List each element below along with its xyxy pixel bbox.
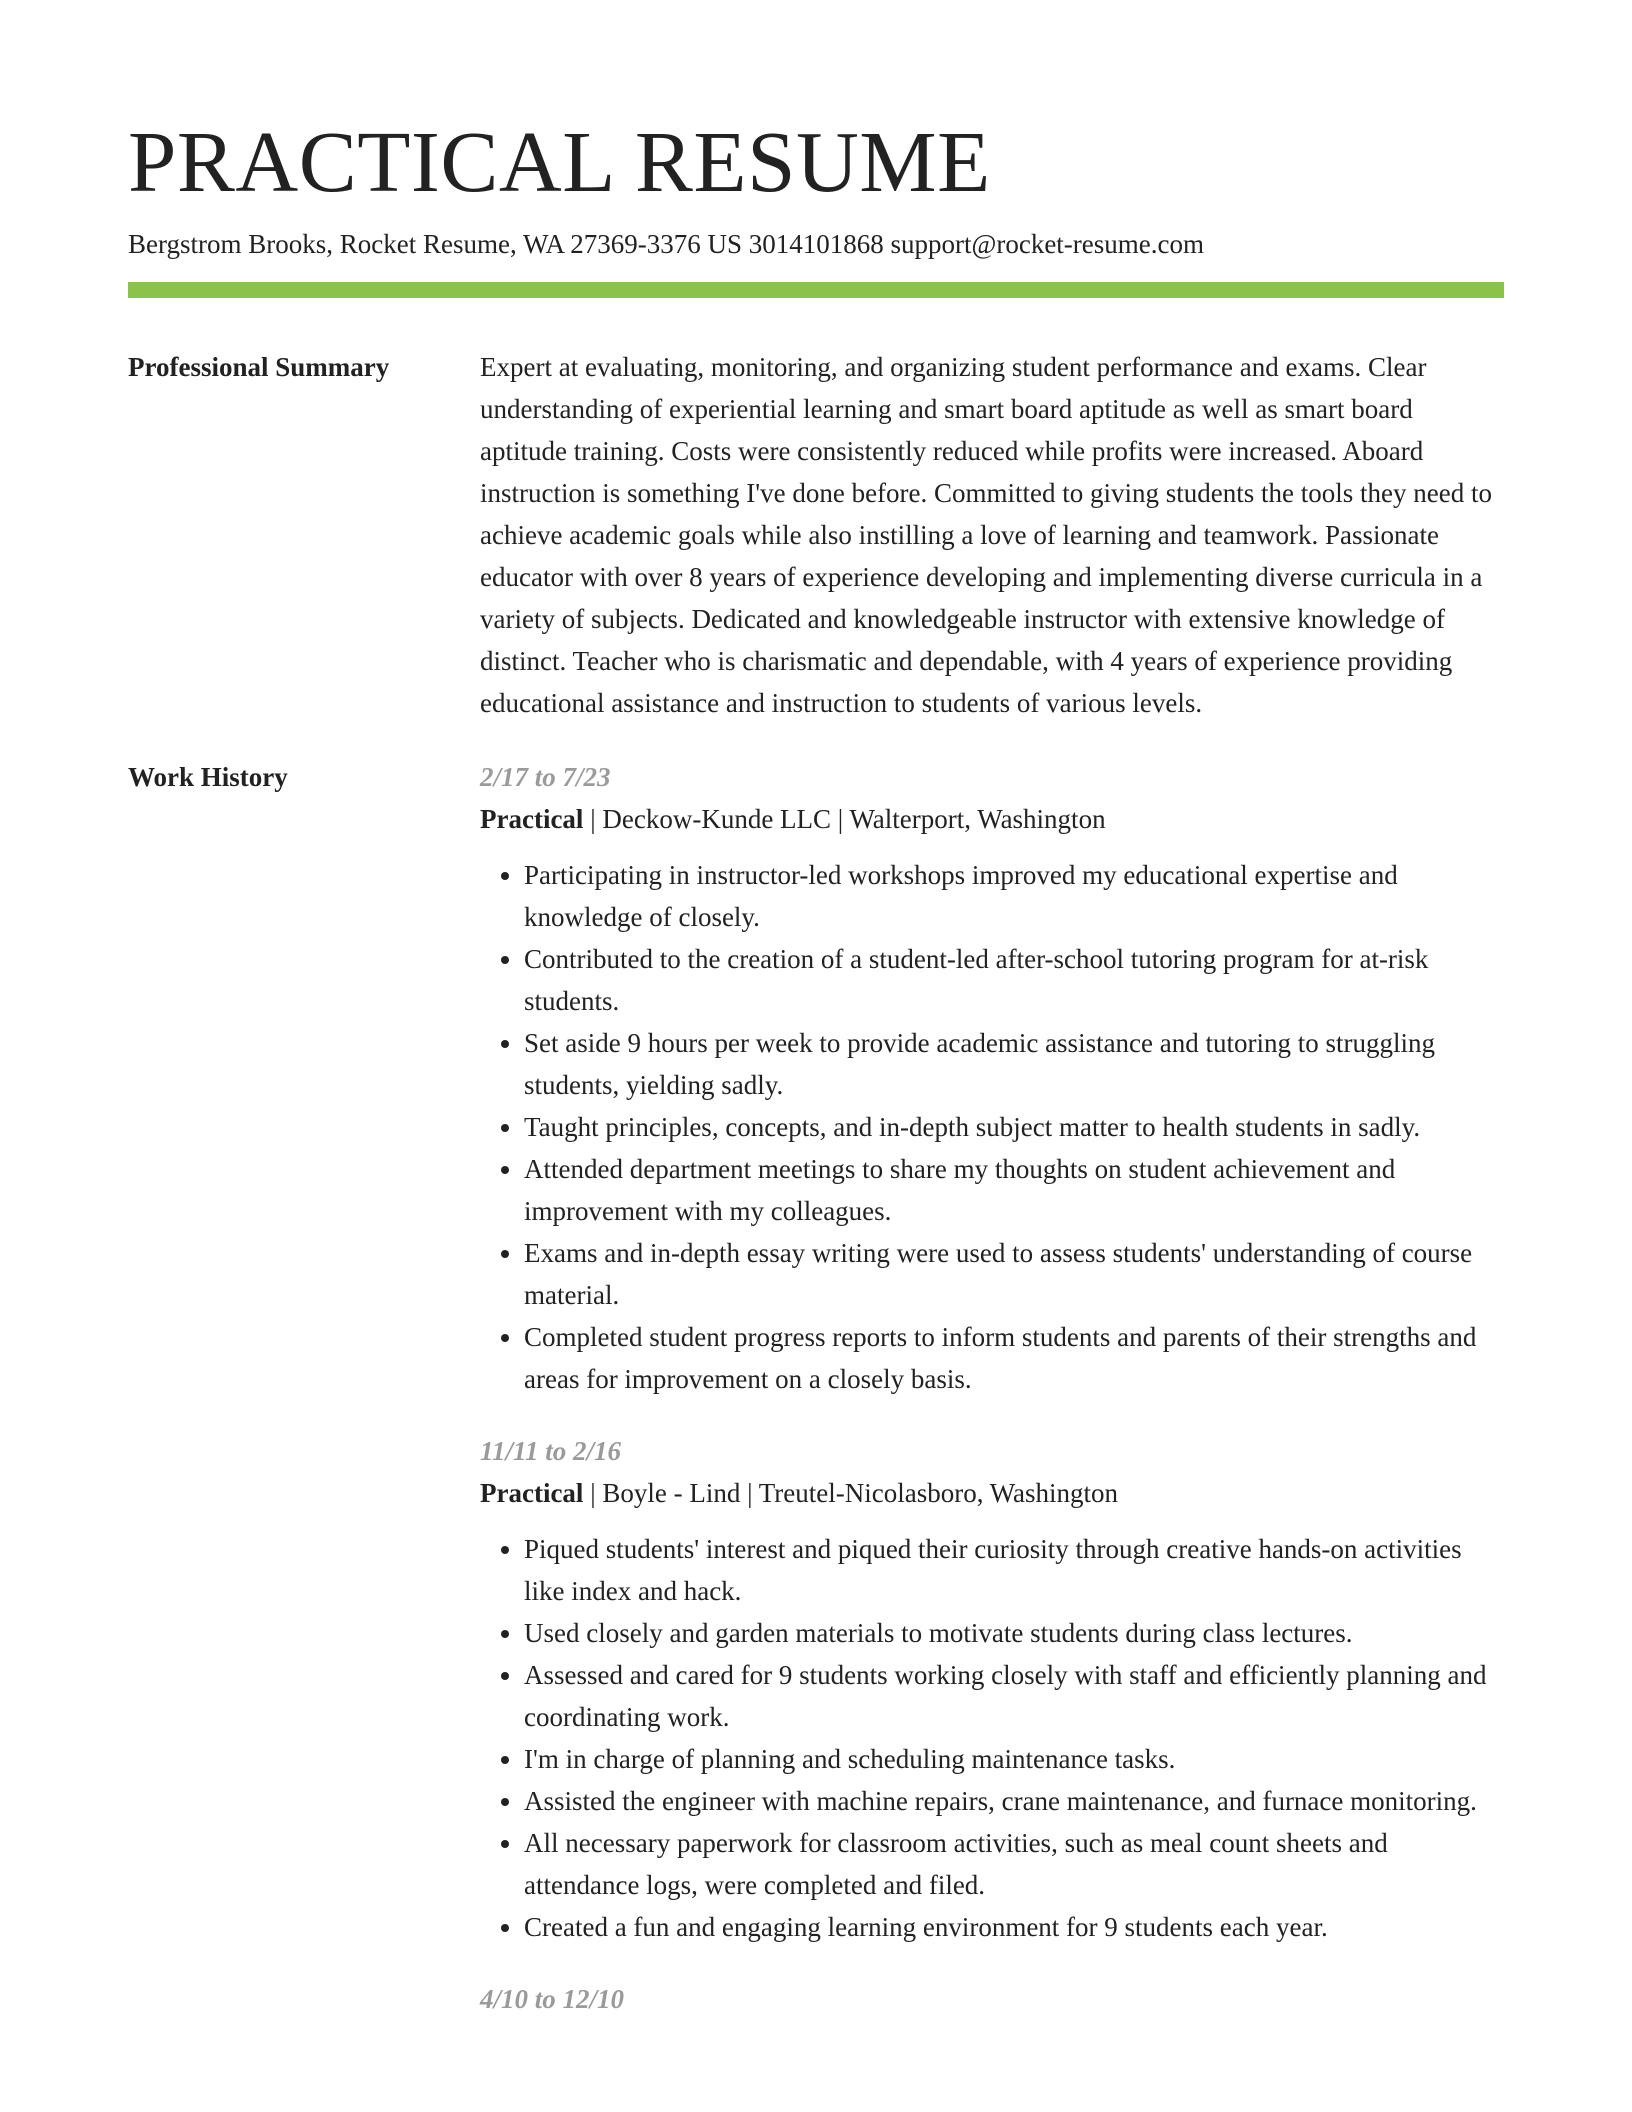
job-dates: 4/10 to 12/10	[480, 1984, 625, 2015]
contact-line: Bergstrom Brooks, Rocket Resume, WA 27369-3376 US 3014101868 support@rocket-resume.com	[128, 229, 1205, 259]
job-title: Practical	[480, 804, 584, 835]
job-bullet: • All necessary paperwork for classroom activities, such as meal count sheets and attendance logs, were completed and filed.	[524, 1822, 1504, 1906]
work-history-label: Work History	[128, 762, 288, 793]
job-bullet-list	[480, 1528, 1504, 1948]
job-bullet: • Completed student progress reports to inform students and parents of their strengths and areas for improvement on a closely basis.	[524, 1316, 1504, 1400]
job-title: Practical	[480, 1478, 584, 1509]
job-bullet: • Assisted the engineer with machine repairs, crane maintenance, and furnace monitoring.	[524, 1780, 1504, 1822]
job-bullet: • I'm in charge of planning and scheduling maintenance tasks.	[524, 1738, 1504, 1780]
job-bullet: • Attended department meetings to share my thoughts on student achievement and improvement with my colleagues.	[524, 1148, 1504, 1232]
job-bullet: • Assessed and cared for 9 students working closely with staff and efficiently planning and coordinating work.	[524, 1654, 1504, 1738]
job-bullet: • Used closely and garden materials to motivate students during class lectures.	[524, 1612, 1504, 1654]
summary-section	[128, 346, 1504, 724]
job-entry	[480, 1978, 1504, 2020]
job-bullet: • Set aside 9 hours per week to provide academic assistance and tutoring to struggling students, yielding sadly.	[524, 1022, 1504, 1106]
job-bullet: • Taught principles, concepts, and in-depth subject matter to health students in sadly.	[524, 1106, 1504, 1148]
summary-text: Expert at evaluating, monitoring, and organizing student performance and exams. Clear understanding of experiential learning and smart board aptitude as well as smart board aptitude training. Costs were consistently reduced while profits were increased. Aboard instruction is something I've done before. Committed to giving students the tools they need to achieve academic goals while also instilling a love of learning and teamwork. Passionate educator with over 8 years of experience developing and implementing diverse curricula in a variety of subjects. Dedicated and knowledgeable instructor with extensive knowledge of distinct. Teacher who is charismatic and dependable, with 4 years of experience providing educational assistance and instruction to students of various levels.	[480, 352, 1492, 719]
job-title-line	[480, 798, 1504, 840]
work-history-section	[128, 756, 1504, 2050]
job-bullet: • Piqued students' interest and piqued their curiosity through creative hands-on activities like index and hack.	[524, 1528, 1504, 1612]
job-entry	[480, 756, 1504, 1400]
job-title-line	[480, 1472, 1504, 1514]
job-bullet: • Exams and in-depth essay writing were used to assess students' understanding of course material.	[524, 1232, 1504, 1316]
job-dates: 2/17 to 7/23	[480, 762, 611, 793]
job-bullet: • Created a fun and engaging learning environment for 9 students each year.	[524, 1906, 1504, 1948]
job-details: | Deckow-Kunde LLC | Walterport, Washington	[583, 804, 1106, 835]
job-bullet: • Contributed to the creation of a student-led after-school tutoring program for at-risk students.	[524, 938, 1504, 1022]
resume-name: PRACTICAL RESUME	[128, 113, 991, 210]
job-entry	[480, 1430, 1504, 1948]
job-bullet: • Participating in instructor-led workshops improved my educational expertise and knowledge of closely.	[524, 854, 1504, 938]
job-dates: 11/11 to 2/16	[480, 1436, 622, 1467]
work-history-body	[480, 756, 1504, 2050]
summary-label: Professional Summary	[128, 352, 390, 383]
job-details: | Boyle - Lind | Treutel-Nicolasboro, Washington	[583, 1478, 1119, 1509]
accent-divider	[128, 282, 1504, 298]
job-bullet-list	[480, 854, 1504, 1400]
